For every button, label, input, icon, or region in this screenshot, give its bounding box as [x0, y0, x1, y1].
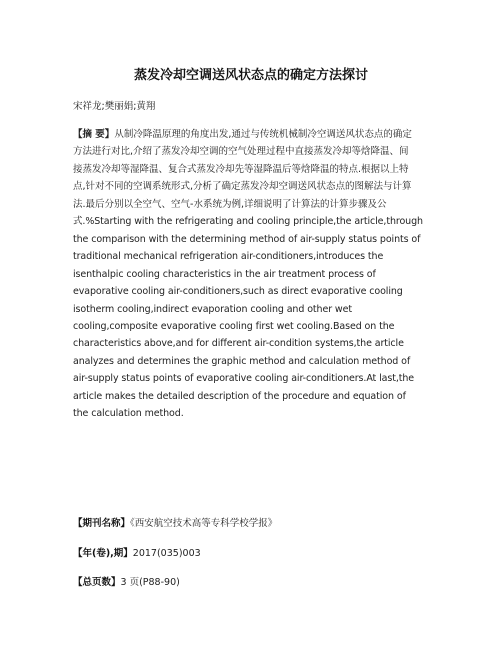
abstract-line: 式.%Starting with the refrigerating and cooling principle,the article,through [73, 216, 423, 228]
abstract-line: 方法进行对比,介绍了蒸发冷却空调的空气处理过程中直接蒸发冷却等焓降温、间 [73, 146, 409, 158]
abstract-line: traditional mechanical refrigeration air-conditioners,introduces the [73, 251, 384, 263]
abstract-line: isenthalpic cooling characteristics in the air treatment process of [73, 268, 376, 280]
abstract-line: 点,针对不同的空调系统形式,分析了确定蒸发冷却空调送风状态点的图解法与计算 [73, 181, 412, 193]
pages-value: 3 页(P88-90) [120, 577, 180, 588]
article-title: 蒸发冷却空调送风状态点的确定方法探讨 [133, 68, 368, 83]
abstract-line: analyzes and determines the graphic method and calculation method of [73, 355, 411, 367]
journal-value: 《西安航空技术高等专科学校学报》 [130, 518, 278, 529]
abstract-line: cooling,composite evaporative cooling first wet cooling.Based on the [73, 320, 395, 332]
abstract-line: 【摘 要】从制冷降温原理的角度出发,通过与传统机械制冷空调送风状态点的确定 [73, 129, 412, 140]
authors: 宋祥龙;樊丽娟;黄翔 [73, 101, 156, 112]
abstract-line: article makes the detailed description of the procedure and equation of [73, 390, 406, 402]
abstract-line: 法.最后分别以全空气、空气-水系统为例,详细说明了计算法的计算步骤及公 [73, 198, 387, 210]
issue-value: 2017(035)003 [132, 548, 201, 559]
abstract-line: the calculation method. [73, 408, 184, 420]
abstract-line: 接蒸发冷却等湿降温、复合式蒸发冷却先等湿降温后等焓降温的特点.根据以上特 [73, 163, 409, 175]
pages-label: 【总页数】 [73, 577, 121, 588]
abstract-line: isotherm cooling,indirect evaporation cooling and other wet [73, 303, 352, 315]
abstract-label: 【摘 要】 [73, 129, 115, 140]
abstract-line: the comparison with the determining method of air-supply status points of [73, 233, 421, 245]
issue-field [73, 545, 201, 559]
pages-field [73, 574, 180, 588]
journal-label: 【期刊名称】 [73, 518, 131, 529]
abstract-line: characteristics above,and for different air-condition systems,the article [73, 338, 404, 350]
journal-name-field [73, 515, 277, 529]
abstract-line: air-supply status points of evaporative cooling air-conditioners.At last,the [73, 373, 415, 385]
issue-label: 【年(卷),期】 [73, 548, 133, 559]
abstract [73, 126, 435, 423]
abstract-line: evaporative cooling air-conditioners,such as direct evaporative cooling [73, 286, 403, 298]
